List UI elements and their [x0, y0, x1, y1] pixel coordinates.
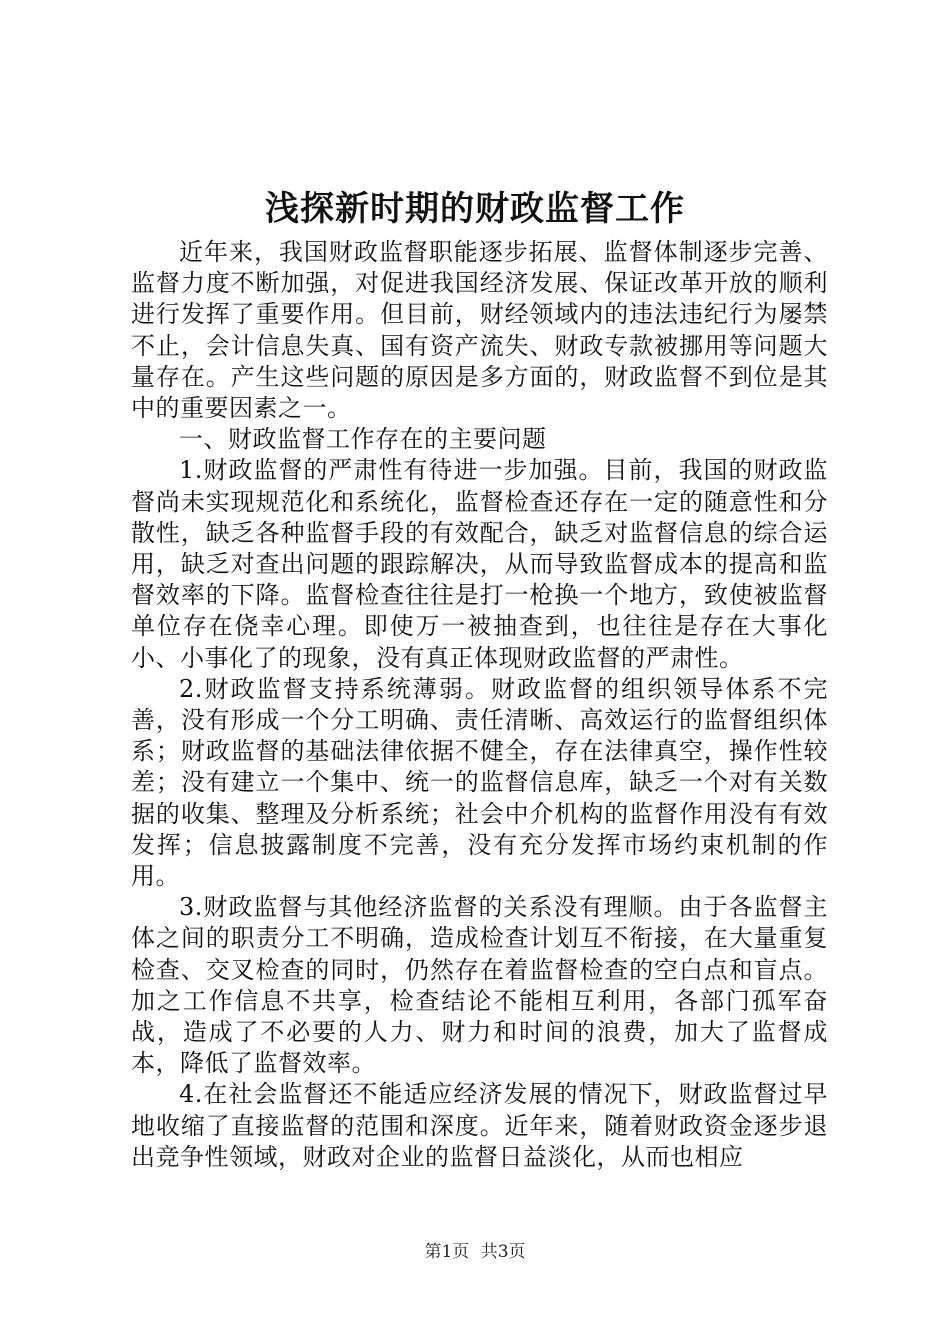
document-title: 浅探新时期的财政监督工作 [265, 189, 685, 229]
paragraph-item-2: 2.财政监督支持系统薄弱。财政监督的组织领导体系不完善，没有形成一个分工明确、责任清晰、高效运行的监督组织体系；财政监督的基础法律依据不健全，存在法律真空，操作性较差；没有建立一个集中、统一的监督信息库，缺乏一个对有关数据的收集、整理及分析系统；社会中介机构的监督作用没有有效发挥；信息披露制度不完善，没有充分发挥市场约束机制的作用。 [131, 674, 828, 891]
page-footer [0, 1240, 950, 1264]
section-heading: 一、财政监督工作存在的主要问题 [179, 425, 547, 454]
document-body [131, 237, 828, 1173]
paragraph-item-4: 4.在社会监督还不能适应经济发展的情况下，财政监督过早地收缩了直接监督的范围和深度。近年来，随着财政资金逐步退出竞争性领域，财政对企业的监督日益淡化，从而也相应 [131, 1080, 828, 1171]
page-total: 共3页 [480, 1242, 526, 1262]
paragraph-intro: 近年来，我国财政监督职能逐步拓展、监督体制逐步完善、监督力度不断加强，对促进我国经济发展、保证改革开放的顺利进行发挥了重要作用。但目前，财经领域内的违法违纪行为屡禁不止，会计信息失真、国有资产流失、财政专款被挪用等问题大量存在。产生这些问题的原因是多方面的，财政监督不到位是其中的重要因素之一。 [131, 238, 828, 423]
page-number: 第1页 [424, 1242, 470, 1262]
paragraph-item-1: 1.财政监督的严肃性有待进一步加强。目前，我国的财政监督尚未实现规范化和系统化，监督检查还存在一定的随意性和分散性，缺乏各种监督手段的有效配合，缺乏对监督信息的综合运用，缺乏对查出问题的跟踪解决，从而导致监督成本的提高和监督效率的下降。监督检查往往是打一枪换一个地方，致使被监督单位存在侥幸心理。即使万一被抽查到，也往往是存在大事化小、小事化了的现象，没有真正体现财政监督的严肃性。 [131, 456, 828, 672]
paragraph-item-3: 3.财政监督与其他经济监督的关系没有理顺。由于各监督主体之间的职责分工不明确，造成检查计划互不衔接，在大量重复检查、交叉检查的同时，仍然存在着监督检查的空白点和盲点。加之工作信息不共享，检查结论不能相互利用，各部门孤军奋战，造成了不必要的人力、财力和时间的浪费，加大了监督成本，降低了监督效率。 [131, 893, 828, 1078]
